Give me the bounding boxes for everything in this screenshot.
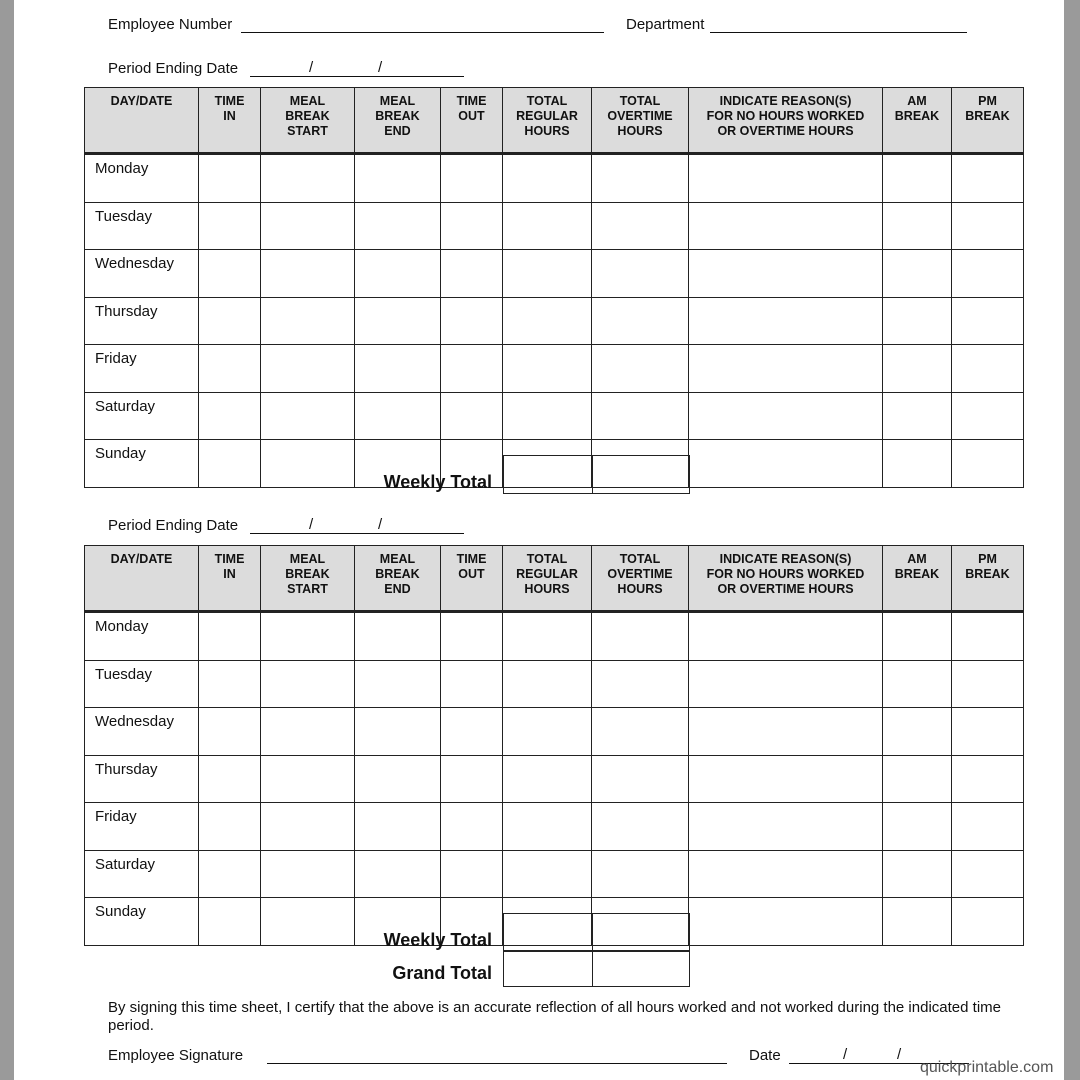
date-slash: / [309, 59, 314, 76]
table-row [85, 708, 1024, 756]
certification-statement: By signing this time sheet, I certify that the above is an accurate reflection of all hours worked and not worked during the indicated time period. [108, 999, 1001, 1034]
header-total-overtime-hours: TOTAL OVERTIME HOURS [592, 88, 689, 154]
meal-break-end-cell[interactable] [355, 392, 441, 440]
meal-break-start-cell[interactable] [261, 850, 355, 898]
pm-break-cell[interactable] [952, 154, 1024, 203]
total-regular-hours-cell[interactable] [503, 345, 592, 393]
header-pm-break: PM BREAK [952, 546, 1024, 612]
pm-break-cell[interactable] [952, 898, 1024, 946]
weekly-total-overtime-box-2[interactable] [592, 913, 690, 952]
weekly-total-overtime-box-1[interactable] [592, 455, 690, 494]
am-break-cell[interactable] [883, 297, 952, 345]
header-day-date: DAY/DATE [85, 88, 199, 154]
am-break-cell[interactable] [883, 803, 952, 851]
total-overtime-hours-cell[interactable] [592, 660, 689, 708]
reason-cell[interactable] [689, 755, 883, 803]
total-regular-hours-cell[interactable] [503, 660, 592, 708]
meal-break-end-cell[interactable] [355, 660, 441, 708]
header-time-out: TIME OUT [441, 546, 503, 612]
header-time-out: TIME OUT [441, 88, 503, 154]
weekly-total-label-2: Weekly Total [383, 930, 492, 950]
meal-break-end-cell[interactable] [355, 202, 441, 250]
time-in-cell[interactable] [199, 154, 261, 203]
am-break-cell[interactable] [883, 755, 952, 803]
total-overtime-hours-cell[interactable] [592, 345, 689, 393]
time-out-cell[interactable] [441, 612, 503, 661]
reason-cell[interactable] [689, 612, 883, 661]
reason-cell[interactable] [689, 154, 883, 203]
pm-break-cell[interactable] [952, 612, 1024, 661]
time-in-cell[interactable] [199, 612, 261, 661]
time-out-cell[interactable] [441, 708, 503, 756]
header-meal-break-end: MEAL BREAK END [355, 546, 441, 612]
meal-break-start-cell[interactable] [261, 392, 355, 440]
table-row [85, 612, 1024, 661]
total-overtime-hours-cell[interactable] [592, 708, 689, 756]
total-regular-hours-cell[interactable] [503, 850, 592, 898]
header-total-regular-hours: TOTAL REGULAR HOURS [503, 546, 592, 612]
meal-break-start-cell[interactable] [261, 345, 355, 393]
am-break-cell[interactable] [883, 440, 952, 488]
header-time-in: TIME IN [199, 88, 261, 154]
pm-break-cell[interactable] [952, 392, 1024, 440]
reason-cell[interactable] [689, 850, 883, 898]
table-row [85, 755, 1024, 803]
date-slash: / [378, 516, 383, 533]
period-ending-field-1[interactable] [250, 76, 464, 77]
am-break-cell[interactable] [883, 345, 952, 393]
reason-cell[interactable] [689, 297, 883, 345]
date-slash: / [378, 59, 383, 76]
weekly-total-regular-box-2[interactable] [503, 913, 593, 952]
pm-break-cell[interactable] [952, 660, 1024, 708]
day-label: Monday [85, 612, 199, 661]
time-in-cell[interactable] [199, 440, 261, 488]
total-overtime-hours-cell[interactable] [592, 392, 689, 440]
grand-total-regular-box[interactable] [503, 950, 593, 987]
time-in-cell[interactable] [199, 803, 261, 851]
day-label: Wednesday [85, 708, 199, 756]
timesheet-table-week-2 [84, 545, 1024, 946]
am-break-cell[interactable] [883, 202, 952, 250]
header-pm-break: PM BREAK [952, 88, 1024, 154]
meal-break-end-cell[interactable] [355, 345, 441, 393]
period-ending-label-2: Period Ending Date [108, 517, 239, 534]
total-overtime-hours-cell[interactable] [592, 850, 689, 898]
time-out-cell[interactable] [441, 755, 503, 803]
total-regular-hours-cell[interactable] [503, 612, 592, 661]
reason-cell[interactable] [689, 803, 883, 851]
meal-break-start-cell[interactable] [261, 297, 355, 345]
am-break-cell[interactable] [883, 392, 952, 440]
table-row [85, 803, 1024, 851]
time-in-cell[interactable] [199, 708, 261, 756]
time-in-cell[interactable] [199, 755, 261, 803]
timesheet-page [14, 0, 1064, 1080]
reason-cell[interactable] [689, 440, 883, 488]
header-total-regular-hours: TOTAL REGULAR HOURS [503, 88, 592, 154]
pm-break-cell[interactable] [952, 708, 1024, 756]
header-meal-break-start: MEAL BREAK START [261, 546, 355, 612]
day-label: Tuesday [85, 202, 199, 250]
department-label: Department [626, 16, 705, 33]
meal-break-end-cell[interactable] [355, 708, 441, 756]
time-in-cell[interactable] [199, 392, 261, 440]
am-break-cell[interactable] [883, 850, 952, 898]
pm-break-cell[interactable] [952, 202, 1024, 250]
employee-number-field[interactable] [241, 32, 604, 33]
day-label: Sunday [85, 440, 199, 488]
time-out-cell[interactable] [441, 392, 503, 440]
am-break-cell[interactable] [883, 708, 952, 756]
header-meal-break-end: MEAL BREAK END [355, 88, 441, 154]
meal-break-end-cell[interactable] [355, 803, 441, 851]
day-label: Wednesday [85, 250, 199, 298]
time-out-cell[interactable] [441, 154, 503, 203]
total-regular-hours-cell[interactable] [503, 708, 592, 756]
time-out-cell[interactable] [441, 202, 503, 250]
meal-break-end-cell[interactable] [355, 297, 441, 345]
total-regular-hours-cell[interactable] [503, 392, 592, 440]
header-am-break: AM BREAK [883, 546, 952, 612]
am-break-cell[interactable] [883, 154, 952, 203]
meal-break-end-cell[interactable] [355, 612, 441, 661]
pm-break-cell[interactable] [952, 850, 1024, 898]
table-row [85, 850, 1024, 898]
day-label: Thursday [85, 755, 199, 803]
reason-cell[interactable] [689, 202, 883, 250]
department-field[interactable] [710, 32, 967, 33]
day-label: Saturday [85, 392, 199, 440]
date-slash: / [897, 1046, 902, 1063]
signature-date-label: Date [749, 1047, 781, 1064]
reason-cell[interactable] [689, 345, 883, 393]
employee-number-label: Employee Number [108, 16, 233, 33]
total-regular-hours-cell[interactable] [503, 803, 592, 851]
time-in-cell[interactable] [199, 850, 261, 898]
day-label: Monday [85, 154, 199, 203]
total-regular-hours-cell[interactable] [503, 154, 592, 203]
header-day-date: DAY/DATE [85, 546, 199, 612]
grand-total-label: Grand Total [392, 963, 492, 983]
timesheet-table-week-1 [84, 87, 1024, 488]
day-label: Saturday [85, 850, 199, 898]
table-row [85, 202, 1024, 250]
reason-cell[interactable] [689, 898, 883, 946]
time-in-cell[interactable] [199, 345, 261, 393]
reason-cell[interactable] [689, 392, 883, 440]
watermark: quickprintable.com [920, 1059, 1054, 1076]
time-out-cell[interactable] [441, 250, 503, 298]
am-break-cell[interactable] [883, 250, 952, 298]
time-out-cell[interactable] [441, 850, 503, 898]
total-regular-hours-cell[interactable] [503, 755, 592, 803]
time-in-cell[interactable] [199, 297, 261, 345]
meal-break-start-cell[interactable] [261, 612, 355, 661]
pm-break-cell[interactable] [952, 440, 1024, 488]
header-am-break: AM BREAK [883, 88, 952, 154]
am-break-cell[interactable] [883, 612, 952, 661]
time-in-cell[interactable] [199, 660, 261, 708]
date-slash: / [309, 516, 314, 533]
pm-break-cell[interactable] [952, 803, 1024, 851]
pm-break-cell[interactable] [952, 755, 1024, 803]
meal-break-start-cell[interactable] [261, 803, 355, 851]
total-overtime-hours-cell[interactable] [592, 297, 689, 345]
meal-break-start-cell[interactable] [261, 202, 355, 250]
table-row [85, 297, 1024, 345]
pm-break-cell[interactable] [952, 297, 1024, 345]
am-break-cell[interactable] [883, 660, 952, 708]
table-row [85, 392, 1024, 440]
time-out-cell[interactable] [441, 660, 503, 708]
meal-break-start-cell[interactable] [261, 708, 355, 756]
meal-break-start-cell[interactable] [261, 755, 355, 803]
period-ending-label-1: Period Ending Date [108, 60, 239, 77]
header-meal-break-start: MEAL BREAK START [261, 88, 355, 154]
day-label: Thursday [85, 297, 199, 345]
pm-break-cell[interactable] [952, 250, 1024, 298]
day-label: Friday [85, 803, 199, 851]
meal-break-end-cell[interactable] [355, 850, 441, 898]
time-out-cell[interactable] [441, 297, 503, 345]
total-overtime-hours-cell[interactable] [592, 803, 689, 851]
table-row [85, 660, 1024, 708]
meal-break-start-cell[interactable] [261, 250, 355, 298]
meal-break-start-cell[interactable] [261, 154, 355, 203]
time-in-cell[interactable] [199, 202, 261, 250]
meal-break-start-cell[interactable] [261, 660, 355, 708]
reason-cell[interactable] [689, 660, 883, 708]
time-out-cell[interactable] [441, 345, 503, 393]
reason-cell[interactable] [689, 708, 883, 756]
day-label: Tuesday [85, 660, 199, 708]
pm-break-cell[interactable] [952, 345, 1024, 393]
total-overtime-hours-cell[interactable] [592, 612, 689, 661]
total-regular-hours-cell[interactable] [503, 297, 592, 345]
time-in-cell[interactable] [199, 250, 261, 298]
header-reason: INDICATE REASON(S) FOR NO HOURS WORKED OR OVERTIME HOURS [689, 546, 883, 612]
employee-signature-field[interactable] [267, 1063, 727, 1064]
table-row [85, 345, 1024, 393]
period-ending-field-2[interactable] [250, 533, 464, 534]
meal-break-end-cell[interactable] [355, 755, 441, 803]
header-total-overtime-hours: TOTAL OVERTIME HOURS [592, 546, 689, 612]
grand-total-overtime-box[interactable] [592, 950, 690, 987]
meal-break-end-cell[interactable] [355, 250, 441, 298]
day-label: Sunday [85, 898, 199, 946]
total-overtime-hours-cell[interactable] [592, 755, 689, 803]
time-out-cell[interactable] [441, 803, 503, 851]
table-row [85, 154, 1024, 203]
meal-break-end-cell[interactable] [355, 154, 441, 203]
total-overtime-hours-cell[interactable] [592, 202, 689, 250]
employee-signature-label: Employee Signature [108, 1047, 244, 1064]
table-row [85, 250, 1024, 298]
am-break-cell[interactable] [883, 898, 952, 946]
day-label: Friday [85, 345, 199, 393]
header-time-in: TIME IN [199, 546, 261, 612]
date-slash: / [843, 1046, 848, 1063]
reason-cell[interactable] [689, 250, 883, 298]
total-regular-hours-cell[interactable] [503, 250, 592, 298]
weekly-total-label-1: Weekly Total [383, 472, 492, 492]
total-overtime-hours-cell[interactable] [592, 250, 689, 298]
total-regular-hours-cell[interactable] [503, 202, 592, 250]
header-reason: INDICATE REASON(S) FOR NO HOURS WORKED OR OVERTIME HOURS [689, 88, 883, 154]
weekly-total-regular-box-1[interactable] [503, 455, 593, 494]
time-in-cell[interactable] [199, 898, 261, 946]
total-overtime-hours-cell[interactable] [592, 154, 689, 203]
